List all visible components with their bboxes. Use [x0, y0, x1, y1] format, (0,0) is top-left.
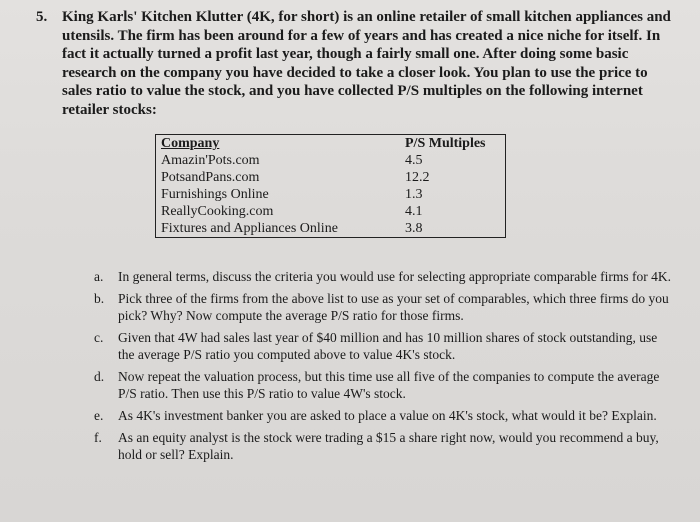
table-header-row — [156, 135, 505, 152]
ps-cell: 3.8 — [405, 221, 423, 236]
question-text: As an equity analyst is the stock were trading a $15 a share right now, would you recommend a buy, hold or sell? Explain. — [118, 430, 659, 462]
question-text: In general terms, discuss the criteria you would use for selecting appropriate comparable firms for 4K. — [118, 269, 671, 284]
question-letter: f. — [94, 430, 102, 445]
table-row — [156, 152, 505, 169]
column-header-company: Company — [161, 136, 220, 151]
question-letter: b. — [94, 291, 105, 306]
question-d — [94, 368, 674, 402]
table-row — [156, 169, 505, 186]
question-c — [94, 329, 674, 363]
question-text: Pick three of the firms from the above list to use as your set of comparables, which three firms do you pick? Why? Now compute the average P/S ratio for those firms. — [118, 291, 669, 323]
question-text: Given that 4W had sales last year of $40 million and has 10 million shares of stock outstanding, use the average P/S ratio you computed above to value 4K's stock. — [118, 330, 658, 362]
ps-multiples-table — [155, 134, 506, 238]
question-b — [94, 290, 674, 324]
ps-cell: 12.2 — [405, 170, 430, 185]
ps-cell: 1.3 — [405, 187, 423, 202]
ps-cell: 4.1 — [405, 204, 423, 219]
question-letter: d. — [94, 369, 105, 384]
company-cell: ReallyCooking.com — [161, 204, 274, 219]
ps-cell: 4.5 — [405, 153, 423, 168]
question-text: As 4K's investment banker you are asked to place a value on 4K's stock, what would it be? Explain. — [118, 408, 657, 423]
problem-number: 5. — [36, 9, 48, 25]
question-a — [94, 268, 674, 285]
company-cell: Fixtures and Appliances Online — [161, 221, 338, 236]
problem-text: King Karls' Kitchen Klutter (4K, for short) is an online retailer of small kitchen appliances and utensils. The firm has been around for a few of years and has created a nice niche for itself. In fact it actually turned a profit last year, though a fairly small one. After doing some basic research on the company you have decided to take a closer look. You plan to use the price to sales ratio to value the stock, and you have collected P/S multiples on the following internet retailer stocks: — [62, 9, 671, 118]
table-row — [156, 203, 505, 220]
question-letter: e. — [94, 408, 104, 423]
question-letter: c. — [94, 330, 104, 345]
company-cell: PotsandPans.com — [161, 170, 260, 185]
table-row — [156, 186, 505, 203]
problem-statement — [36, 8, 676, 119]
question-text: Now repeat the valuation process, but this time use all five of the companies to compute the average P/S ratio. Then use this P/S ratio to value 4W's stock. — [118, 369, 660, 401]
question-e — [94, 407, 674, 424]
company-cell: Furnishings Online — [161, 187, 269, 202]
question-list — [94, 268, 674, 468]
company-cell: Amazin'Pots.com — [161, 153, 260, 168]
table-row — [156, 220, 505, 237]
question-f — [94, 429, 674, 463]
question-letter: a. — [94, 269, 104, 284]
column-header-ps: P/S Multiples — [405, 136, 486, 151]
